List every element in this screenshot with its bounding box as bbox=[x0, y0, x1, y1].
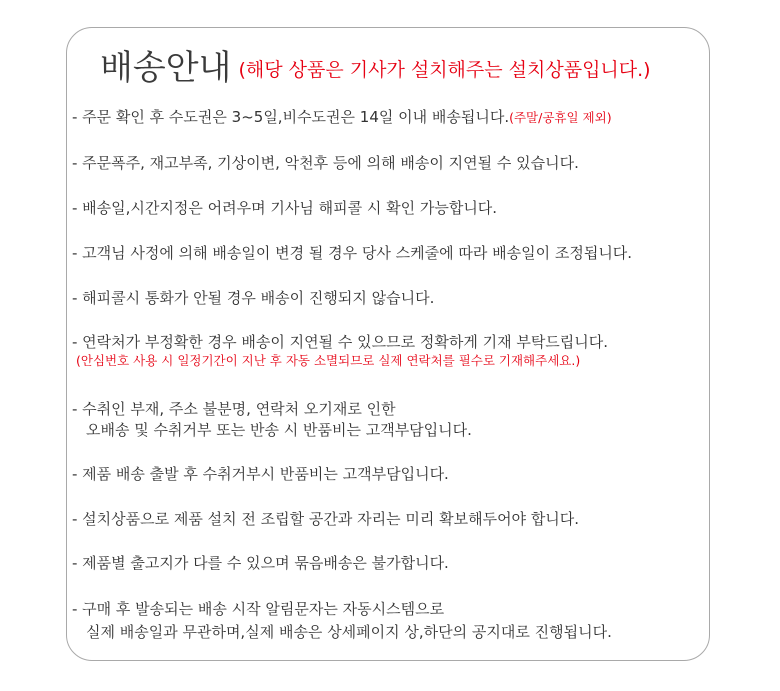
list-item bbox=[72, 152, 579, 173]
list-item-text: - 구매 후 발송되는 배송 시작 알림문자는 자동시스템으로 bbox=[72, 600, 445, 618]
list-item-text: - 연락처가 부정확한 경우 배송이 지연될 수 있으므로 정확하게 기재 부탁드립니다. bbox=[72, 333, 609, 351]
list-item-note: (안심번호 사용 시 일정기간이 지난 후 자동 소멸되므로 실제 연락처를 필수로 기재해주세요.) bbox=[76, 353, 581, 368]
list-item-text: - 해피콜시 통화가 안될 경우 배송이 진행되지 않습니다. bbox=[72, 289, 435, 307]
page-subtitle: (해당 상품은 기사가 설치해주는 설치상품입니다.) bbox=[238, 59, 651, 81]
list-item bbox=[72, 242, 632, 263]
list-item bbox=[72, 106, 612, 127]
list-item-text: - 설치상품으로 제품 설치 전 조립할 공간과 자리는 미리 확보해두어야 합니다. bbox=[72, 510, 580, 528]
list-item-text: - 제품 배송 출발 후 수취거부시 반품비는 고객부담입니다. bbox=[72, 465, 449, 483]
list-item-text: - 제품별 출고지가 다를 수 있으며 묶음배송은 불가합니다. bbox=[72, 554, 449, 572]
list-item-continuation: 오배송 및 수취거부 또는 반송 시 반품비는 고객부담입니다. bbox=[86, 421, 472, 439]
header bbox=[100, 40, 651, 89]
list-item bbox=[72, 508, 579, 529]
list-item-text: - 배송일,시간지정은 어려우며 기사님 해피콜 시 확인 가능합니다. bbox=[72, 199, 498, 217]
list-item-note: (주말/공휴일 제외) bbox=[509, 110, 612, 125]
list-item-text: - 주문폭주, 재고부족, 기상이변, 악천후 등에 의해 배송이 지연될 수 있습니다. bbox=[72, 154, 579, 172]
list-item bbox=[72, 331, 608, 352]
list-item-text: - 수취인 부재, 주소 불분명, 연락처 오기재로 인한 bbox=[72, 400, 396, 418]
list-item bbox=[72, 398, 396, 419]
list-item-text: - 주문 확인 후 수도권은 3~5일,비수도권은 14일 이내 배송됩니다. bbox=[72, 108, 510, 126]
list-item bbox=[72, 287, 434, 308]
list-item bbox=[72, 463, 449, 484]
list-item-continuation: 실제 배송일과 무관하며,실제 배송은 상세페이지 상,하단의 공지대로 진행됩니다. bbox=[86, 623, 612, 641]
page-title: 배송안내 bbox=[100, 48, 232, 88]
list-item-text: - 고객님 사정에 의해 배송일이 변경 될 경우 당사 스케줄에 따라 배송일이 조정됩니다. bbox=[72, 244, 633, 262]
list-item bbox=[72, 598, 444, 619]
list-item bbox=[72, 197, 497, 218]
list-item bbox=[72, 552, 449, 573]
